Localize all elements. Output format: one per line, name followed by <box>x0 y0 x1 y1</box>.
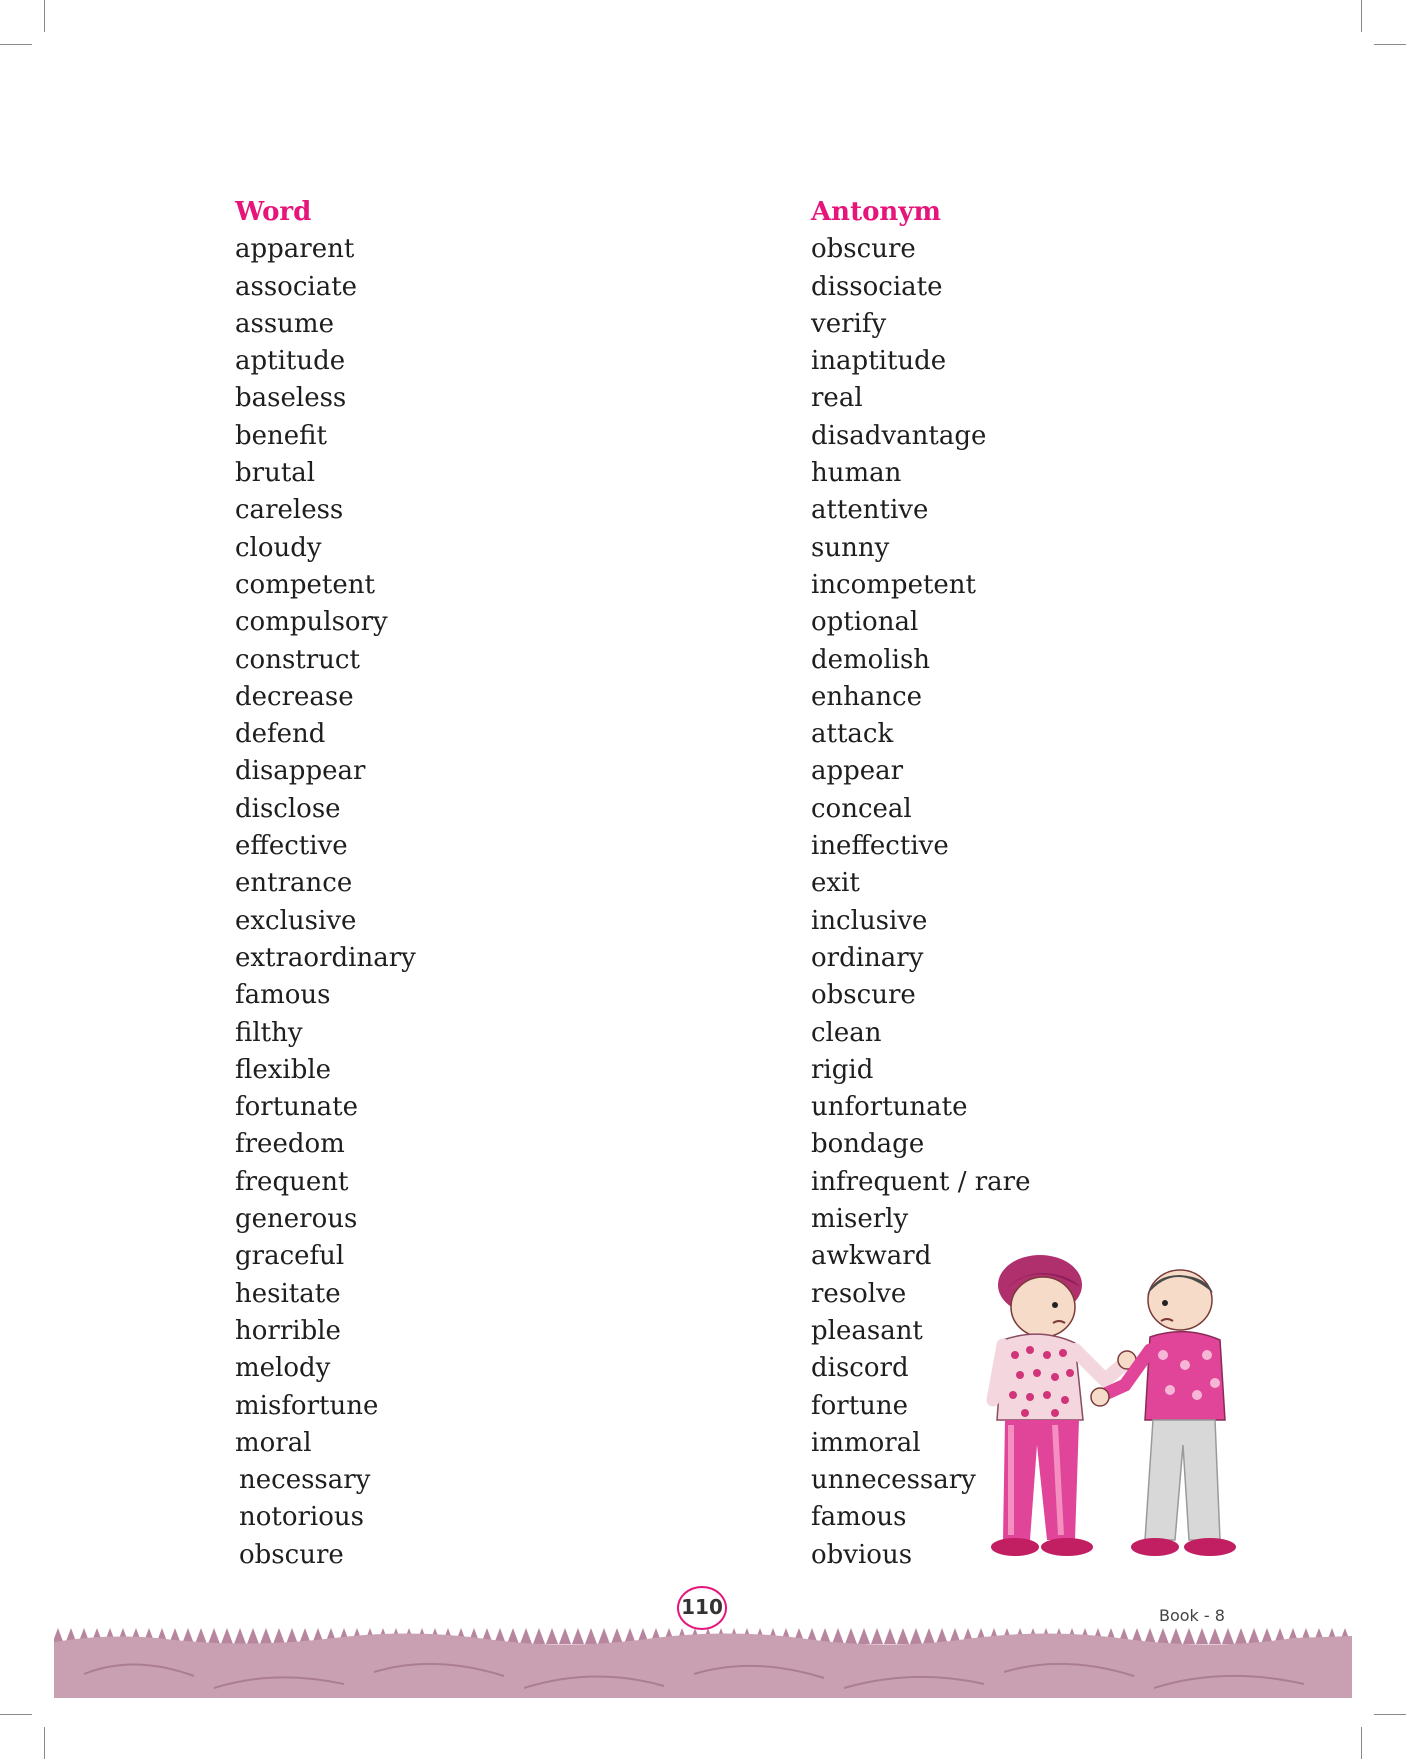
left-boy-icon <box>991 1255 1136 1556</box>
tree-icon <box>546 1628 558 1644</box>
antonym-item: enhance <box>811 681 923 712</box>
antonym-item: miserly <box>811 1204 909 1235</box>
tree-icon <box>559 1628 571 1644</box>
word-item: effective <box>235 831 348 862</box>
antonym-item: immoral <box>811 1427 921 1458</box>
tree-icon <box>195 1628 207 1644</box>
antonym-item: inaptitude <box>811 346 947 377</box>
tree-icon <box>507 1628 519 1644</box>
word-list <box>235 231 416 1574</box>
tree-icon <box>871 1628 883 1644</box>
word-item: famous <box>235 980 331 1011</box>
antonym-item: ordinary <box>811 942 924 973</box>
tree-icon <box>897 1628 909 1644</box>
word-item: assume <box>235 308 334 339</box>
word-item: aptitude <box>235 346 346 377</box>
crop-mark <box>1361 0 1362 32</box>
word-item: competent <box>235 569 375 600</box>
word-item: fortunate <box>235 1092 358 1123</box>
tree-icon <box>533 1628 545 1644</box>
antonym-item: famous <box>811 1502 907 1533</box>
word-item: notorious <box>239 1502 364 1533</box>
antonym-item: pleasant <box>811 1315 923 1346</box>
crop-mark <box>1374 44 1406 45</box>
word-item: horrible <box>235 1315 341 1346</box>
antonym-item: discord <box>811 1353 909 1384</box>
antonym-item: rigid <box>811 1054 874 1085</box>
tree-icon <box>247 1628 259 1644</box>
word-item: brutal <box>235 458 316 489</box>
word-item: construct <box>235 644 360 675</box>
antonym-item: exit <box>811 868 860 899</box>
antonym-item: clean <box>811 1017 882 1048</box>
tree-icon <box>598 1628 610 1644</box>
antonym-item: obscure <box>811 234 916 265</box>
antonym-item: human <box>811 458 902 489</box>
tree-icon <box>234 1628 246 1644</box>
antonym-item: resolve <box>811 1278 907 1309</box>
crop-mark <box>44 0 45 32</box>
antonym-item: bondage <box>811 1129 925 1160</box>
antonym-item: verify <box>811 308 887 339</box>
word-item: necessary <box>239 1465 371 1496</box>
antonym-column-header: Antonym <box>811 197 941 227</box>
antonym-item: real <box>811 383 863 414</box>
word-item: obscure <box>239 1539 344 1570</box>
tree-icon <box>1157 1628 1169 1644</box>
word-item: misfortune <box>235 1390 379 1421</box>
tree-icon <box>1222 1628 1234 1644</box>
crop-mark <box>0 44 32 45</box>
antonym-item: conceal <box>811 793 912 824</box>
tree-icon <box>1248 1628 1260 1644</box>
antonym-item: appear <box>811 756 904 787</box>
antonym-item: dissociate <box>811 271 943 302</box>
tree-icon <box>585 1628 597 1644</box>
word-item: melody <box>235 1353 331 1384</box>
antonym-item: awkward <box>811 1241 932 1272</box>
tree-icon <box>832 1628 844 1644</box>
crop-mark <box>0 1714 32 1715</box>
antonym-item: inclusive <box>811 905 928 936</box>
tree-icon <box>611 1628 623 1644</box>
word-item: exclusive <box>235 905 357 936</box>
tree-icon <box>884 1628 896 1644</box>
tree-icon <box>1209 1628 1221 1644</box>
word-item: decrease <box>235 681 354 712</box>
word-item: benefit <box>235 420 327 451</box>
word-item: freedom <box>235 1129 345 1160</box>
antonym-item: ineffective <box>811 831 949 862</box>
antonym-item: attentive <box>811 495 929 526</box>
word-item: disclose <box>235 793 341 824</box>
crop-mark <box>1374 1714 1406 1715</box>
tree-icon <box>520 1628 532 1644</box>
antonym-item: disadvantage <box>811 420 987 451</box>
antonym-item: attack <box>811 719 894 750</box>
word-item: extraordinary <box>235 942 416 973</box>
word-item: associate <box>235 271 358 302</box>
tree-icon <box>208 1628 220 1644</box>
word-item: defend <box>235 719 326 750</box>
word-column-header: Word <box>235 197 312 227</box>
tree-icon <box>923 1628 935 1644</box>
antonym-item: sunny <box>811 532 890 563</box>
tree-icon <box>273 1628 285 1644</box>
tree-icon <box>910 1628 922 1644</box>
tree-icon <box>1183 1628 1195 1644</box>
tree-icon <box>572 1628 584 1644</box>
word-item: disappear <box>235 756 366 787</box>
word-item: entrance <box>235 868 353 899</box>
tree-icon <box>1170 1628 1182 1644</box>
tree-icon <box>1235 1628 1247 1644</box>
antonym-item: demolish <box>811 644 931 675</box>
word-item: flexible <box>235 1054 332 1085</box>
antonym-item: obvious <box>811 1539 913 1570</box>
antonym-item: unnecessary <box>811 1465 976 1496</box>
tree-icon <box>221 1628 233 1644</box>
word-item: cloudy <box>235 532 322 563</box>
book-label: Book - 8 <box>1159 1606 1225 1625</box>
word-item: hesitate <box>235 1278 341 1309</box>
crop-mark <box>44 1727 45 1759</box>
antonym-item: infrequent / rare <box>811 1166 1031 1197</box>
antonym-item: obscure <box>811 980 916 1011</box>
right-boy-icon <box>1091 1270 1236 1556</box>
word-item: careless <box>235 495 344 526</box>
tree-icon <box>260 1628 272 1644</box>
tree-icon <box>286 1628 298 1644</box>
antonym-item: unfortunate <box>811 1092 968 1123</box>
tree-icon <box>858 1628 870 1644</box>
crop-mark <box>1361 1727 1362 1759</box>
word-item: compulsory <box>235 607 388 638</box>
word-item: filthy <box>235 1017 303 1048</box>
word-column <box>235 194 416 1574</box>
word-item: frequent <box>235 1166 349 1197</box>
word-item: baseless <box>235 383 347 414</box>
two-boys-talking-illustration <box>975 1255 1245 1575</box>
tree-icon <box>1196 1628 1208 1644</box>
word-item: generous <box>235 1204 358 1235</box>
word-item: moral <box>235 1427 312 1458</box>
antonym-item: incompetent <box>811 569 976 600</box>
word-item: apparent <box>235 234 355 265</box>
word-item: graceful <box>235 1241 345 1272</box>
antonym-item: optional <box>811 607 919 638</box>
tree-icon <box>845 1628 857 1644</box>
page-number: 110 <box>677 1586 727 1630</box>
antonym-item: fortune <box>811 1390 909 1421</box>
